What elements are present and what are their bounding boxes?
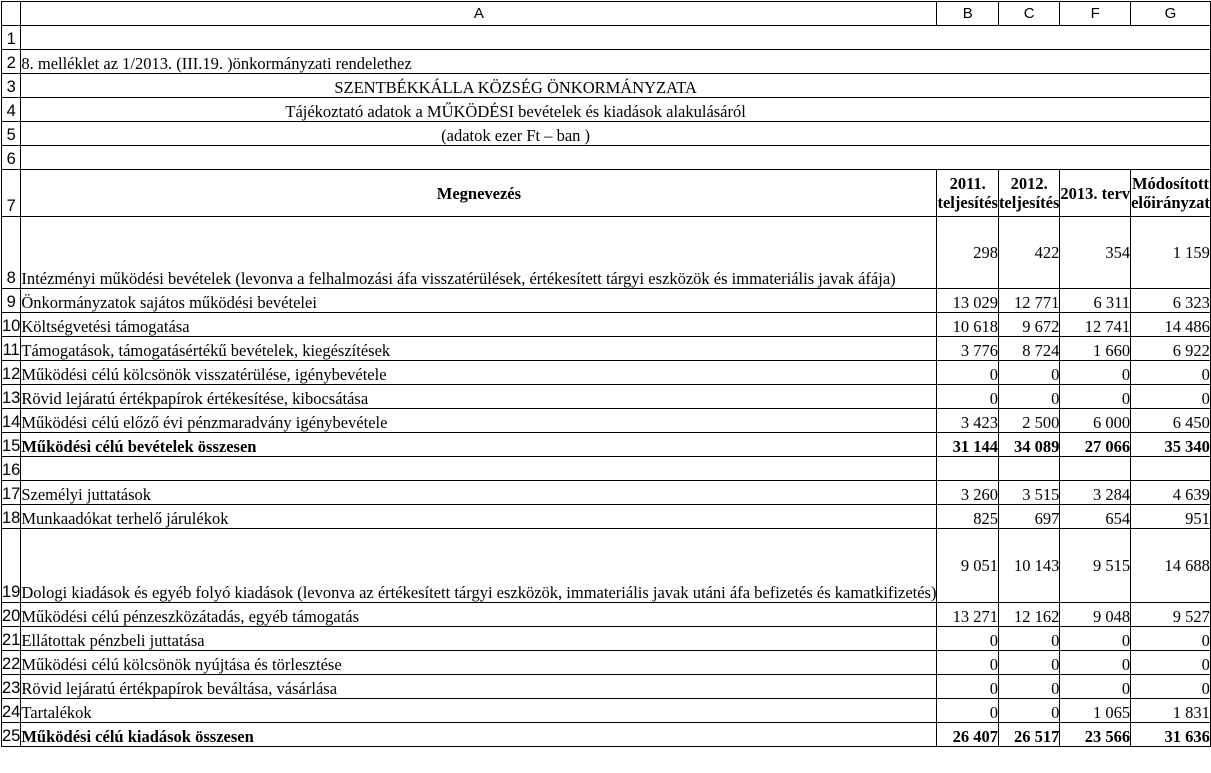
row-header[interactable]: 2 bbox=[2, 50, 21, 74]
value-c[interactable]: 26 517 bbox=[998, 723, 1059, 747]
value-b[interactable]: 0 bbox=[937, 651, 998, 675]
row-label[interactable]: Rövid lejáratú értékpapírok beváltása, vásárlása bbox=[21, 675, 937, 699]
row-label[interactable]: Önkormányzatok sajátos működési bevételei bbox=[21, 289, 937, 313]
header-2012[interactable]: 2012. teljesítés bbox=[998, 170, 1059, 217]
table-row bbox=[2, 651, 1211, 675]
row-label[interactable] bbox=[21, 457, 937, 481]
value-g[interactable]: 6 922 bbox=[1131, 337, 1211, 361]
table-row bbox=[2, 529, 1211, 603]
value-f[interactable]: 0 bbox=[1060, 651, 1131, 675]
table-row bbox=[2, 481, 1211, 505]
value-c[interactable]: 8 724 bbox=[998, 337, 1059, 361]
value-c[interactable]: 0 bbox=[998, 361, 1059, 385]
value-c[interactable]: 0 bbox=[998, 627, 1059, 651]
row-header[interactable]: 5 bbox=[2, 122, 21, 146]
value-b[interactable]: 3 423 bbox=[937, 409, 998, 433]
value-b[interactable]: 31 144 bbox=[937, 433, 998, 457]
value-b[interactable]: 0 bbox=[937, 675, 998, 699]
row-label[interactable]: Dologi kiadások és egyéb folyó kiadások (levonva az értékesített tárgyi eszközök, immateriális javak utáni áfa befizetés és kamatkifizetés) bbox=[21, 529, 937, 603]
value-f[interactable]: 0 bbox=[1060, 361, 1131, 385]
value-c[interactable]: 3 515 bbox=[998, 481, 1059, 505]
value-g[interactable]: 0 bbox=[1131, 627, 1211, 651]
value-f[interactable]: 9 515 bbox=[1060, 529, 1131, 603]
report-title[interactable]: Tájékoztató adatok a MŰKÖDÉSI bevételek és kiadások alakulásáról bbox=[21, 98, 1211, 122]
table-header-row bbox=[2, 170, 1211, 217]
units-note[interactable]: (adatok ezer Ft – ban ) bbox=[21, 122, 1211, 146]
value-g[interactable]: 0 bbox=[1131, 651, 1211, 675]
column-header-g[interactable]: G bbox=[1131, 2, 1211, 26]
value-g[interactable]: 6 450 bbox=[1131, 409, 1211, 433]
row-label[interactable]: Tartalékok bbox=[21, 699, 937, 723]
value-c[interactable]: 12 162 bbox=[998, 603, 1059, 627]
value-g[interactable]: 0 bbox=[1131, 675, 1211, 699]
sheet-row bbox=[2, 98, 1211, 122]
row-header[interactable]: 8 bbox=[2, 217, 21, 289]
row-label[interactable]: Személyi juttatások bbox=[21, 481, 937, 505]
row-header[interactable]: 23 bbox=[2, 675, 21, 699]
empty-cell[interactable] bbox=[21, 26, 1211, 50]
row-header[interactable]: 25 bbox=[2, 723, 21, 747]
municipality-title[interactable]: SZENTBÉKKÁLLA KÖZSÉG ÖNKORMÁNYZATA bbox=[21, 74, 1211, 98]
value-f[interactable]: 654 bbox=[1060, 505, 1131, 529]
table-row bbox=[2, 603, 1211, 627]
column-header-row bbox=[2, 2, 1211, 26]
row-header[interactable]: 1 bbox=[2, 26, 21, 50]
row-header[interactable]: 10 bbox=[2, 313, 21, 337]
value-c[interactable]: 697 bbox=[998, 505, 1059, 529]
row-header[interactable]: 20 bbox=[2, 603, 21, 627]
value-b[interactable]: 3 260 bbox=[937, 481, 998, 505]
value-b[interactable]: 26 407 bbox=[937, 723, 998, 747]
value-f[interactable]: 1 065 bbox=[1060, 699, 1131, 723]
table-row bbox=[2, 699, 1211, 723]
table-row bbox=[2, 385, 1211, 409]
table-row bbox=[2, 627, 1211, 651]
row-header[interactable]: 6 bbox=[2, 146, 21, 170]
value-f[interactable]: 12 741 bbox=[1060, 313, 1131, 337]
value-c[interactable] bbox=[998, 457, 1059, 481]
value-b[interactable]: 298 bbox=[937, 217, 998, 289]
row-header[interactable]: 14 bbox=[2, 409, 21, 433]
table-row bbox=[2, 433, 1211, 457]
value-g[interactable]: 1 831 bbox=[1131, 699, 1211, 723]
row-label[interactable]: Működési célú bevételek összesen bbox=[21, 433, 937, 457]
value-c[interactable]: 2 500 bbox=[998, 409, 1059, 433]
value-g[interactable]: 14 486 bbox=[1131, 313, 1211, 337]
row-header[interactable]: 21 bbox=[2, 627, 21, 651]
value-g[interactable]: 0 bbox=[1131, 361, 1211, 385]
sheet-row bbox=[2, 146, 1211, 170]
value-c[interactable]: 0 bbox=[998, 385, 1059, 409]
value-f[interactable]: 3 284 bbox=[1060, 481, 1131, 505]
select-all-corner[interactable] bbox=[2, 2, 21, 26]
row-header[interactable]: 19 bbox=[2, 529, 21, 603]
value-f[interactable]: 1 660 bbox=[1060, 337, 1131, 361]
row-label[interactable]: Munkaadókat terhelő járulékok bbox=[21, 505, 937, 529]
table-row bbox=[2, 289, 1211, 313]
row-label[interactable]: Költségvetési támogatása bbox=[21, 313, 937, 337]
column-header-f[interactable]: F bbox=[1060, 2, 1131, 26]
value-c[interactable]: 0 bbox=[998, 699, 1059, 723]
value-f[interactable]: 6 000 bbox=[1060, 409, 1131, 433]
row-header[interactable]: 17 bbox=[2, 481, 21, 505]
value-c[interactable]: 0 bbox=[998, 675, 1059, 699]
table-row bbox=[2, 723, 1211, 747]
row-header[interactable]: 11 bbox=[2, 337, 21, 361]
row-label[interactable]: Működési célú kiadások összesen bbox=[21, 723, 937, 747]
value-b[interactable]: 0 bbox=[937, 385, 998, 409]
value-g[interactable]: 9 527 bbox=[1131, 603, 1211, 627]
value-g[interactable]: 951 bbox=[1131, 505, 1211, 529]
row-header[interactable]: 13 bbox=[2, 385, 21, 409]
row-label[interactable]: Intézményi működési bevételek (levonva a felhalmozási áfa visszatérülések, értékesített tárgyi eszközök és immateriális javak áfája) bbox=[21, 217, 937, 289]
row-label[interactable]: Működési célú kölcsönök nyújtása és törlesztése bbox=[21, 651, 937, 675]
value-c[interactable]: 12 771 bbox=[998, 289, 1059, 313]
row-header[interactable]: 9 bbox=[2, 289, 21, 313]
table-row bbox=[2, 505, 1211, 529]
table-row bbox=[2, 457, 1211, 481]
value-f[interactable]: 354 bbox=[1060, 217, 1131, 289]
value-b[interactable]: 825 bbox=[937, 505, 998, 529]
row-header[interactable]: 7 bbox=[2, 170, 21, 217]
header-2013[interactable]: 2013. terv bbox=[1060, 170, 1131, 217]
header-2011[interactable]: 2011. teljesítés bbox=[937, 170, 998, 217]
table-row bbox=[2, 337, 1211, 361]
sheet-row bbox=[2, 74, 1211, 98]
value-g[interactable]: 0 bbox=[1131, 385, 1211, 409]
value-c[interactable]: 422 bbox=[998, 217, 1059, 289]
header-name[interactable]: Megnevezés bbox=[21, 170, 937, 217]
row-label[interactable]: Rövid lejáratú értékpapírok értékesítése, kibocsátása bbox=[21, 385, 937, 409]
value-f[interactable]: 0 bbox=[1060, 675, 1131, 699]
value-g[interactable]: 14 688 bbox=[1131, 529, 1211, 603]
value-c[interactable]: 9 672 bbox=[998, 313, 1059, 337]
table-row bbox=[2, 675, 1211, 699]
value-b[interactable]: 10 618 bbox=[937, 313, 998, 337]
table-row bbox=[2, 313, 1211, 337]
value-b[interactable]: 13 029 bbox=[937, 289, 998, 313]
row-header[interactable]: 16 bbox=[2, 457, 21, 481]
row-label[interactable]: Működési célú kölcsönök visszatérülése, igénybevétele bbox=[21, 361, 937, 385]
value-g[interactable] bbox=[1131, 457, 1211, 481]
row-header[interactable]: 18 bbox=[2, 505, 21, 529]
value-b[interactable]: 9 051 bbox=[937, 529, 998, 603]
value-f[interactable]: 6 311 bbox=[1060, 289, 1131, 313]
value-f[interactable]: 23 566 bbox=[1060, 723, 1131, 747]
column-header-b[interactable]: B bbox=[937, 2, 998, 26]
empty-cell[interactable] bbox=[21, 146, 1211, 170]
value-f[interactable]: 0 bbox=[1060, 385, 1131, 409]
row-header[interactable]: 22 bbox=[2, 651, 21, 675]
value-g[interactable]: 35 340 bbox=[1131, 433, 1211, 457]
table-row bbox=[2, 217, 1211, 289]
row-header[interactable]: 24 bbox=[2, 699, 21, 723]
value-f[interactable]: 0 bbox=[1060, 627, 1131, 651]
value-f[interactable]: 27 066 bbox=[1060, 433, 1131, 457]
value-b[interactable]: 0 bbox=[937, 361, 998, 385]
value-b[interactable]: 0 bbox=[937, 627, 998, 651]
row-header[interactable]: 4 bbox=[2, 98, 21, 122]
table-row bbox=[2, 361, 1211, 385]
value-b[interactable]: 0 bbox=[937, 699, 998, 723]
row-label[interactable]: Működési célú pénzeszközátadás, egyéb támogatás bbox=[21, 603, 937, 627]
spreadsheet bbox=[1, 1, 1211, 747]
value-g[interactable]: 1 159 bbox=[1131, 217, 1211, 289]
sheet-row bbox=[2, 122, 1211, 146]
value-c[interactable]: 34 089 bbox=[998, 433, 1059, 457]
value-b[interactable]: 3 776 bbox=[937, 337, 998, 361]
annex-reference[interactable]: 8. melléklet az 1/2013. (III.19. )önkormányzati rendelethez bbox=[21, 50, 1211, 74]
value-f[interactable] bbox=[1060, 457, 1131, 481]
value-b[interactable] bbox=[937, 457, 998, 481]
value-g[interactable]: 4 639 bbox=[1131, 481, 1211, 505]
value-b[interactable]: 13 271 bbox=[937, 603, 998, 627]
row-header[interactable]: 3 bbox=[2, 74, 21, 98]
column-header-a[interactable]: A bbox=[21, 2, 937, 26]
row-header[interactable]: 15 bbox=[2, 433, 21, 457]
row-header[interactable]: 12 bbox=[2, 361, 21, 385]
value-g[interactable]: 31 636 bbox=[1131, 723, 1211, 747]
column-header-c[interactable]: C bbox=[998, 2, 1059, 26]
value-c[interactable]: 10 143 bbox=[998, 529, 1059, 603]
row-label[interactable]: Ellátottak pénzbeli juttatása bbox=[21, 627, 937, 651]
table-row bbox=[2, 409, 1211, 433]
row-label[interactable]: Támogatások, támogatásértékű bevételek, kiegészítések bbox=[21, 337, 937, 361]
row-label[interactable]: Működési célú előző évi pénzmaradvány igénybevétele bbox=[21, 409, 937, 433]
value-f[interactable]: 9 048 bbox=[1060, 603, 1131, 627]
sheet-row bbox=[2, 26, 1211, 50]
value-c[interactable]: 0 bbox=[998, 651, 1059, 675]
header-modified[interactable]: Módosított előirányzat bbox=[1131, 170, 1211, 217]
value-g[interactable]: 6 323 bbox=[1131, 289, 1211, 313]
sheet-row bbox=[2, 50, 1211, 74]
